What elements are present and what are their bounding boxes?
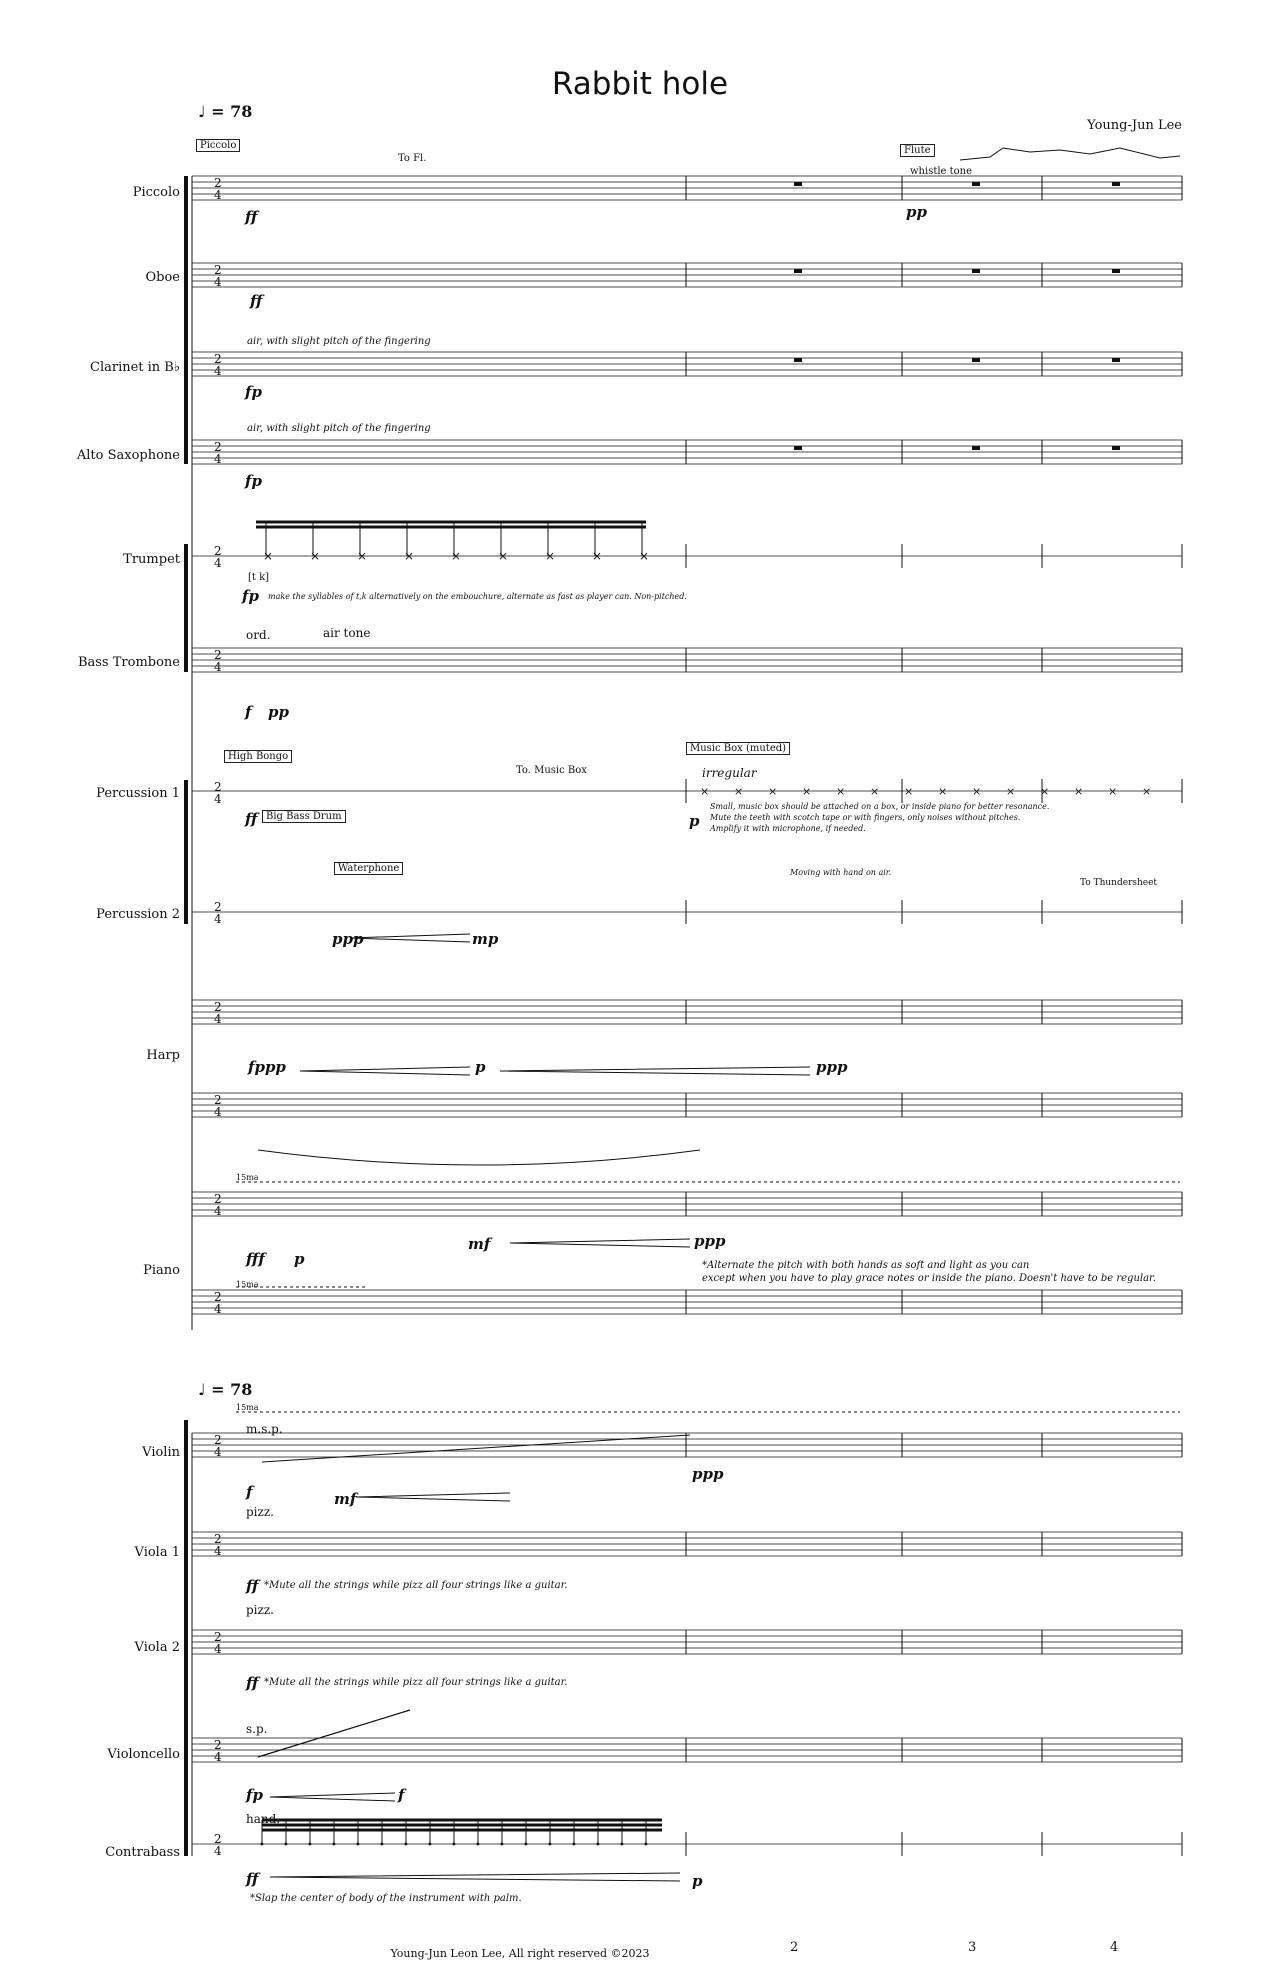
dyn-violin-f: f (246, 1483, 253, 1501)
time-sig-top: 2 (214, 648, 222, 662)
harp-tie (258, 1150, 700, 1165)
time-sig-bottom: 4 (214, 912, 222, 926)
dyn-violin-ppp: ppp (692, 1465, 724, 1483)
slap-note: • (499, 1840, 505, 1851)
clef-placeholder: ♪ (198, 1554, 199, 1555)
dyn-perc1-ff: ff (245, 810, 258, 828)
instrument-violoncello: Violoncello (107, 1747, 180, 1762)
measure-number-4: 4 (1110, 1940, 1119, 1955)
slap-note: • (619, 1840, 625, 1851)
time-sig-bottom: 4 (214, 1642, 222, 1656)
music-box-x: × (734, 785, 744, 798)
time-sig-top: 2 (214, 1433, 222, 1447)
dyn-viola1-ff: ff (246, 1577, 259, 1595)
whole-rest (972, 269, 980, 273)
time-sig-bottom: 4 (214, 1750, 222, 1764)
clef-placeholder: ♪ (198, 1455, 199, 1456)
time-sig-top: 2 (214, 352, 222, 366)
slap-note: • (259, 1840, 265, 1851)
hairpin (356, 1493, 510, 1501)
whole-rest (972, 182, 980, 186)
slap-note: • (547, 1840, 553, 1851)
time-sig-top: 2 (214, 440, 222, 454)
to-flute-label: To Fl. (398, 153, 427, 164)
viola2-mute-note: *Mute all the strings while pizz all four strings like a guitar. (264, 1677, 568, 1688)
measure-number-3: 3 (968, 1940, 977, 1955)
music-box-x: × (802, 785, 812, 798)
hairpin (350, 934, 470, 942)
x-notehead: × (451, 549, 462, 563)
irregular-label: irregular (702, 766, 757, 780)
whole-rest (1112, 182, 1120, 186)
x-notehead: × (639, 549, 650, 563)
slap-note: • (451, 1840, 457, 1851)
instrument-alto-sax: Alto Saxophone (76, 448, 180, 463)
x-notehead: × (263, 549, 274, 563)
trumpet-tk-syllables: [t k] (248, 572, 270, 583)
clef-placeholder: ♪ (198, 374, 199, 375)
music-box-x: × (938, 785, 948, 798)
slap-note: • (595, 1840, 601, 1851)
trumpet-tk-instruction: make the syllables of t,k alternatively on the embouchure, alternate as fast as player can. Non-pitched. (268, 592, 687, 601)
time-sig-bottom: 4 (214, 364, 222, 378)
instrument-percussion-2: Percussion 2 (96, 907, 180, 922)
slap-note: • (523, 1840, 529, 1851)
time-sig-bottom: 4 (214, 275, 222, 289)
time-sig-top: 2 (214, 780, 222, 794)
dyn-cello-f: f (398, 1786, 405, 1804)
x-notehead: × (498, 549, 509, 563)
tempo-marking-top: ♩ = 78 (198, 102, 253, 121)
composer-name: Young-Jun Lee (1087, 118, 1182, 133)
contrabass-hand-label: hand. (246, 1812, 281, 1826)
music-box-note-3: Amplify it with microphone, if needed. (710, 824, 866, 833)
music-box-x: × (768, 785, 778, 798)
time-sig-bottom: 4 (214, 1012, 222, 1026)
viola1-mute-note: *Mute all the strings while pizz all four strings like a guitar. (264, 1580, 568, 1591)
piano-note-2: except when you have to play grace notes or inside the piano. Doesn't have to be regular. (702, 1273, 1156, 1284)
tempo-marking-strings: ♩ = 78 (198, 1380, 253, 1399)
clef-placeholder: ♪ (198, 462, 199, 463)
time-sig-bottom: 4 (214, 1302, 222, 1316)
dyn-viola2-ff: ff (246, 1674, 259, 1692)
time-sig-top: 2 (214, 1290, 222, 1304)
page-title: Rabbit hole (551, 66, 729, 102)
instrument-violin: Violin (142, 1445, 180, 1460)
violin-msp-label: m.s.p. (246, 1422, 283, 1436)
dyn-harp-fppp: fppp (248, 1058, 286, 1076)
big-bass-drum-label: Big Bass Drum (262, 810, 346, 823)
clef-placeholder: ♪ (198, 1760, 199, 1761)
music-box-x: × (972, 785, 982, 798)
time-sig-bottom: 4 (214, 1204, 222, 1218)
dyn-piccolo-ff: ff (245, 208, 258, 226)
high-bongo-label: High Bongo (224, 750, 292, 763)
whole-rest (794, 182, 802, 186)
x-notehead: × (404, 549, 415, 563)
viola2-pizz-label: pizz. (246, 1603, 274, 1617)
x-notehead: × (357, 549, 368, 563)
slap-note: • (475, 1840, 481, 1851)
whole-rest (1112, 269, 1120, 273)
x-notehead: × (592, 549, 603, 563)
music-box-x: × (1074, 785, 1084, 798)
slap-note: • (571, 1840, 577, 1851)
music-box-x: × (1006, 785, 1016, 798)
time-sig-bottom: 4 (214, 1105, 222, 1119)
slap-note: • (355, 1840, 361, 1851)
time-sig-top: 2 (214, 263, 222, 277)
time-sig-top: 2 (214, 1093, 222, 1107)
dyn-contrabass-ff: ff (246, 1870, 259, 1888)
time-sig-bottom: 4 (214, 660, 222, 674)
dyn-trombone-pp: pp (268, 703, 289, 721)
slap-note: • (379, 1840, 385, 1851)
dyn-flute-pp: pp (906, 203, 927, 221)
x-notehead: × (310, 549, 321, 563)
dyn-oboe-ff: ff (250, 292, 263, 310)
dyn-cello-fp: fp (246, 1786, 263, 1804)
ottava-label: 15ma (236, 1173, 259, 1182)
whistle-tone-label: whistle tone (910, 166, 973, 177)
slap-note: • (307, 1840, 313, 1851)
music-box-x: × (1142, 785, 1152, 798)
whole-rest (972, 358, 980, 362)
time-sig-top: 2 (214, 1738, 222, 1752)
dyn-piano-mf: mf (468, 1235, 491, 1253)
time-sig-bottom: 4 (214, 452, 222, 466)
instrument-contrabass: Contrabass (105, 1845, 180, 1860)
dyn-harp-p: p (475, 1058, 486, 1076)
copyright-footer: Young-Jun Leon Lee, All right reserved ©2023 (390, 1947, 650, 1960)
dyn-piano-p: p (294, 1250, 305, 1268)
dyn-clarinet-fp: fp (245, 383, 262, 401)
clef-placeholder: ♪ (198, 198, 199, 199)
time-sig-bottom: 4 (214, 792, 222, 806)
trombone-ord-label: ord. (246, 628, 271, 642)
clarinet-air-note: air, with slight pitch of the fingering (247, 336, 431, 347)
waterphone-label: Waterphone (334, 862, 403, 875)
slap-note: • (331, 1840, 337, 1851)
time-sig-bottom: 4 (214, 188, 222, 202)
instrument-bass-trombone: Bass Trombone (77, 655, 180, 670)
whole-rest (972, 446, 980, 450)
whole-rest (794, 269, 802, 273)
instrument-viola-1: Viola 1 (134, 1545, 180, 1560)
time-sig-top: 2 (214, 1832, 222, 1846)
instrument-trumpet: Trumpet (123, 552, 180, 567)
dyn-perc2-ppp: ppp (332, 930, 364, 948)
slap-note: • (403, 1840, 409, 1851)
music-box-x: × (870, 785, 880, 798)
dyn-harp-ppp: ppp (816, 1058, 848, 1076)
viola1-pizz-label: pizz. (246, 1505, 274, 1519)
time-sig-top: 2 (214, 176, 222, 190)
time-sig-top: 2 (214, 1192, 222, 1206)
time-sig-bottom: 4 (214, 556, 222, 570)
hairpin (500, 1067, 810, 1075)
music-box-label: Music Box (muted) (686, 742, 790, 755)
hairpin (510, 1239, 690, 1247)
dyn-contrabass-p: p (692, 1872, 703, 1890)
instrument-clarinet: Clarinet in B♭ (90, 360, 180, 375)
music-box-x: × (904, 785, 914, 798)
whole-rest (794, 358, 802, 362)
music-box-note-1: Small, music box should be attached on a box, or inside piano for better resonance. (710, 802, 1050, 811)
time-sig-top: 2 (214, 1630, 222, 1644)
to-thundersheet-label: To Thundersheet (1080, 878, 1158, 888)
contrabass-slap-note: *Slap the center of body of the instrument with palm. (250, 1893, 522, 1904)
time-sig-top: 2 (214, 900, 222, 914)
dyn-trombone-f: f (245, 703, 252, 721)
time-sig-bottom: 4 (214, 1544, 222, 1558)
dyn-piano-ppp: ppp (694, 1232, 726, 1250)
hairpin (300, 1067, 470, 1075)
time-sig-top: 2 (214, 1000, 222, 1014)
music-box-note-2: Mute the teeth with scotch tape or with fingers, only noises without pitches. (710, 813, 1021, 822)
hairpin (270, 1793, 395, 1801)
instrument-oboe: Oboe (145, 270, 180, 285)
music-box-x: × (836, 785, 846, 798)
time-sig-top: 2 (214, 544, 222, 558)
piccolo-box-label: Piccolo (196, 139, 240, 152)
clef-placeholder: ♪ (198, 285, 199, 286)
clef-placeholder: ♪ (198, 1214, 199, 1215)
clef-placeholder: ♪ (198, 1312, 199, 1313)
instrument-piccolo: Piccolo (132, 185, 180, 200)
time-sig-bottom: 4 (214, 1445, 222, 1459)
sax-air-note: air, with slight pitch of the fingering (247, 423, 431, 434)
music-box-x: × (700, 785, 710, 798)
whole-rest (794, 446, 802, 450)
whole-rest (1112, 358, 1120, 362)
slap-note: • (283, 1840, 289, 1851)
ottava-label: 15ma (236, 1403, 259, 1412)
dyn-perc1-p: p (689, 812, 700, 830)
ottava-label: 15ma (236, 1280, 259, 1289)
time-sig-top: 2 (214, 1532, 222, 1546)
time-sig-bottom: 4 (214, 1844, 222, 1858)
flute-box-label: Flute (900, 144, 935, 157)
clef-placeholder: ♪ (198, 1022, 199, 1023)
dyn-sax-fp: fp (245, 472, 262, 490)
dyn-violin-mf: mf (334, 1490, 357, 1508)
to-music-box-label: To. Music Box (516, 765, 587, 776)
slap-note: • (427, 1840, 433, 1851)
slap-note: • (643, 1840, 649, 1851)
music-box-x: × (1040, 785, 1050, 798)
instrument-percussion-1: Percussion 1 (96, 786, 180, 801)
cello-sp-label: s.p. (246, 1722, 268, 1736)
clef-placeholder: ♪ (198, 1115, 199, 1116)
trombone-air-tone-label: air tone (323, 626, 371, 640)
measure-number-2: 2 (790, 1940, 799, 1955)
instrument-harp: Harp (146, 1048, 180, 1063)
dyn-piano-fff: fff (246, 1250, 265, 1268)
instrument-viola-2: Viola 2 (134, 1640, 180, 1655)
instrument-piano: Piano (143, 1263, 180, 1278)
whole-rest (1112, 446, 1120, 450)
clef-placeholder: ♪ (198, 1652, 199, 1653)
dyn-perc2-mp: mp (472, 930, 499, 948)
dyn-trumpet-fp: fp (242, 587, 259, 605)
piano-note-1: *Alternate the pitch with both hands as soft and light as you can (702, 1260, 1030, 1271)
music-box-x: × (1108, 785, 1118, 798)
hairpin (270, 1873, 680, 1881)
x-notehead: × (545, 549, 556, 563)
moving-hand-note: Moving with hand on air. (790, 868, 892, 877)
whistle-contour (960, 148, 1180, 160)
